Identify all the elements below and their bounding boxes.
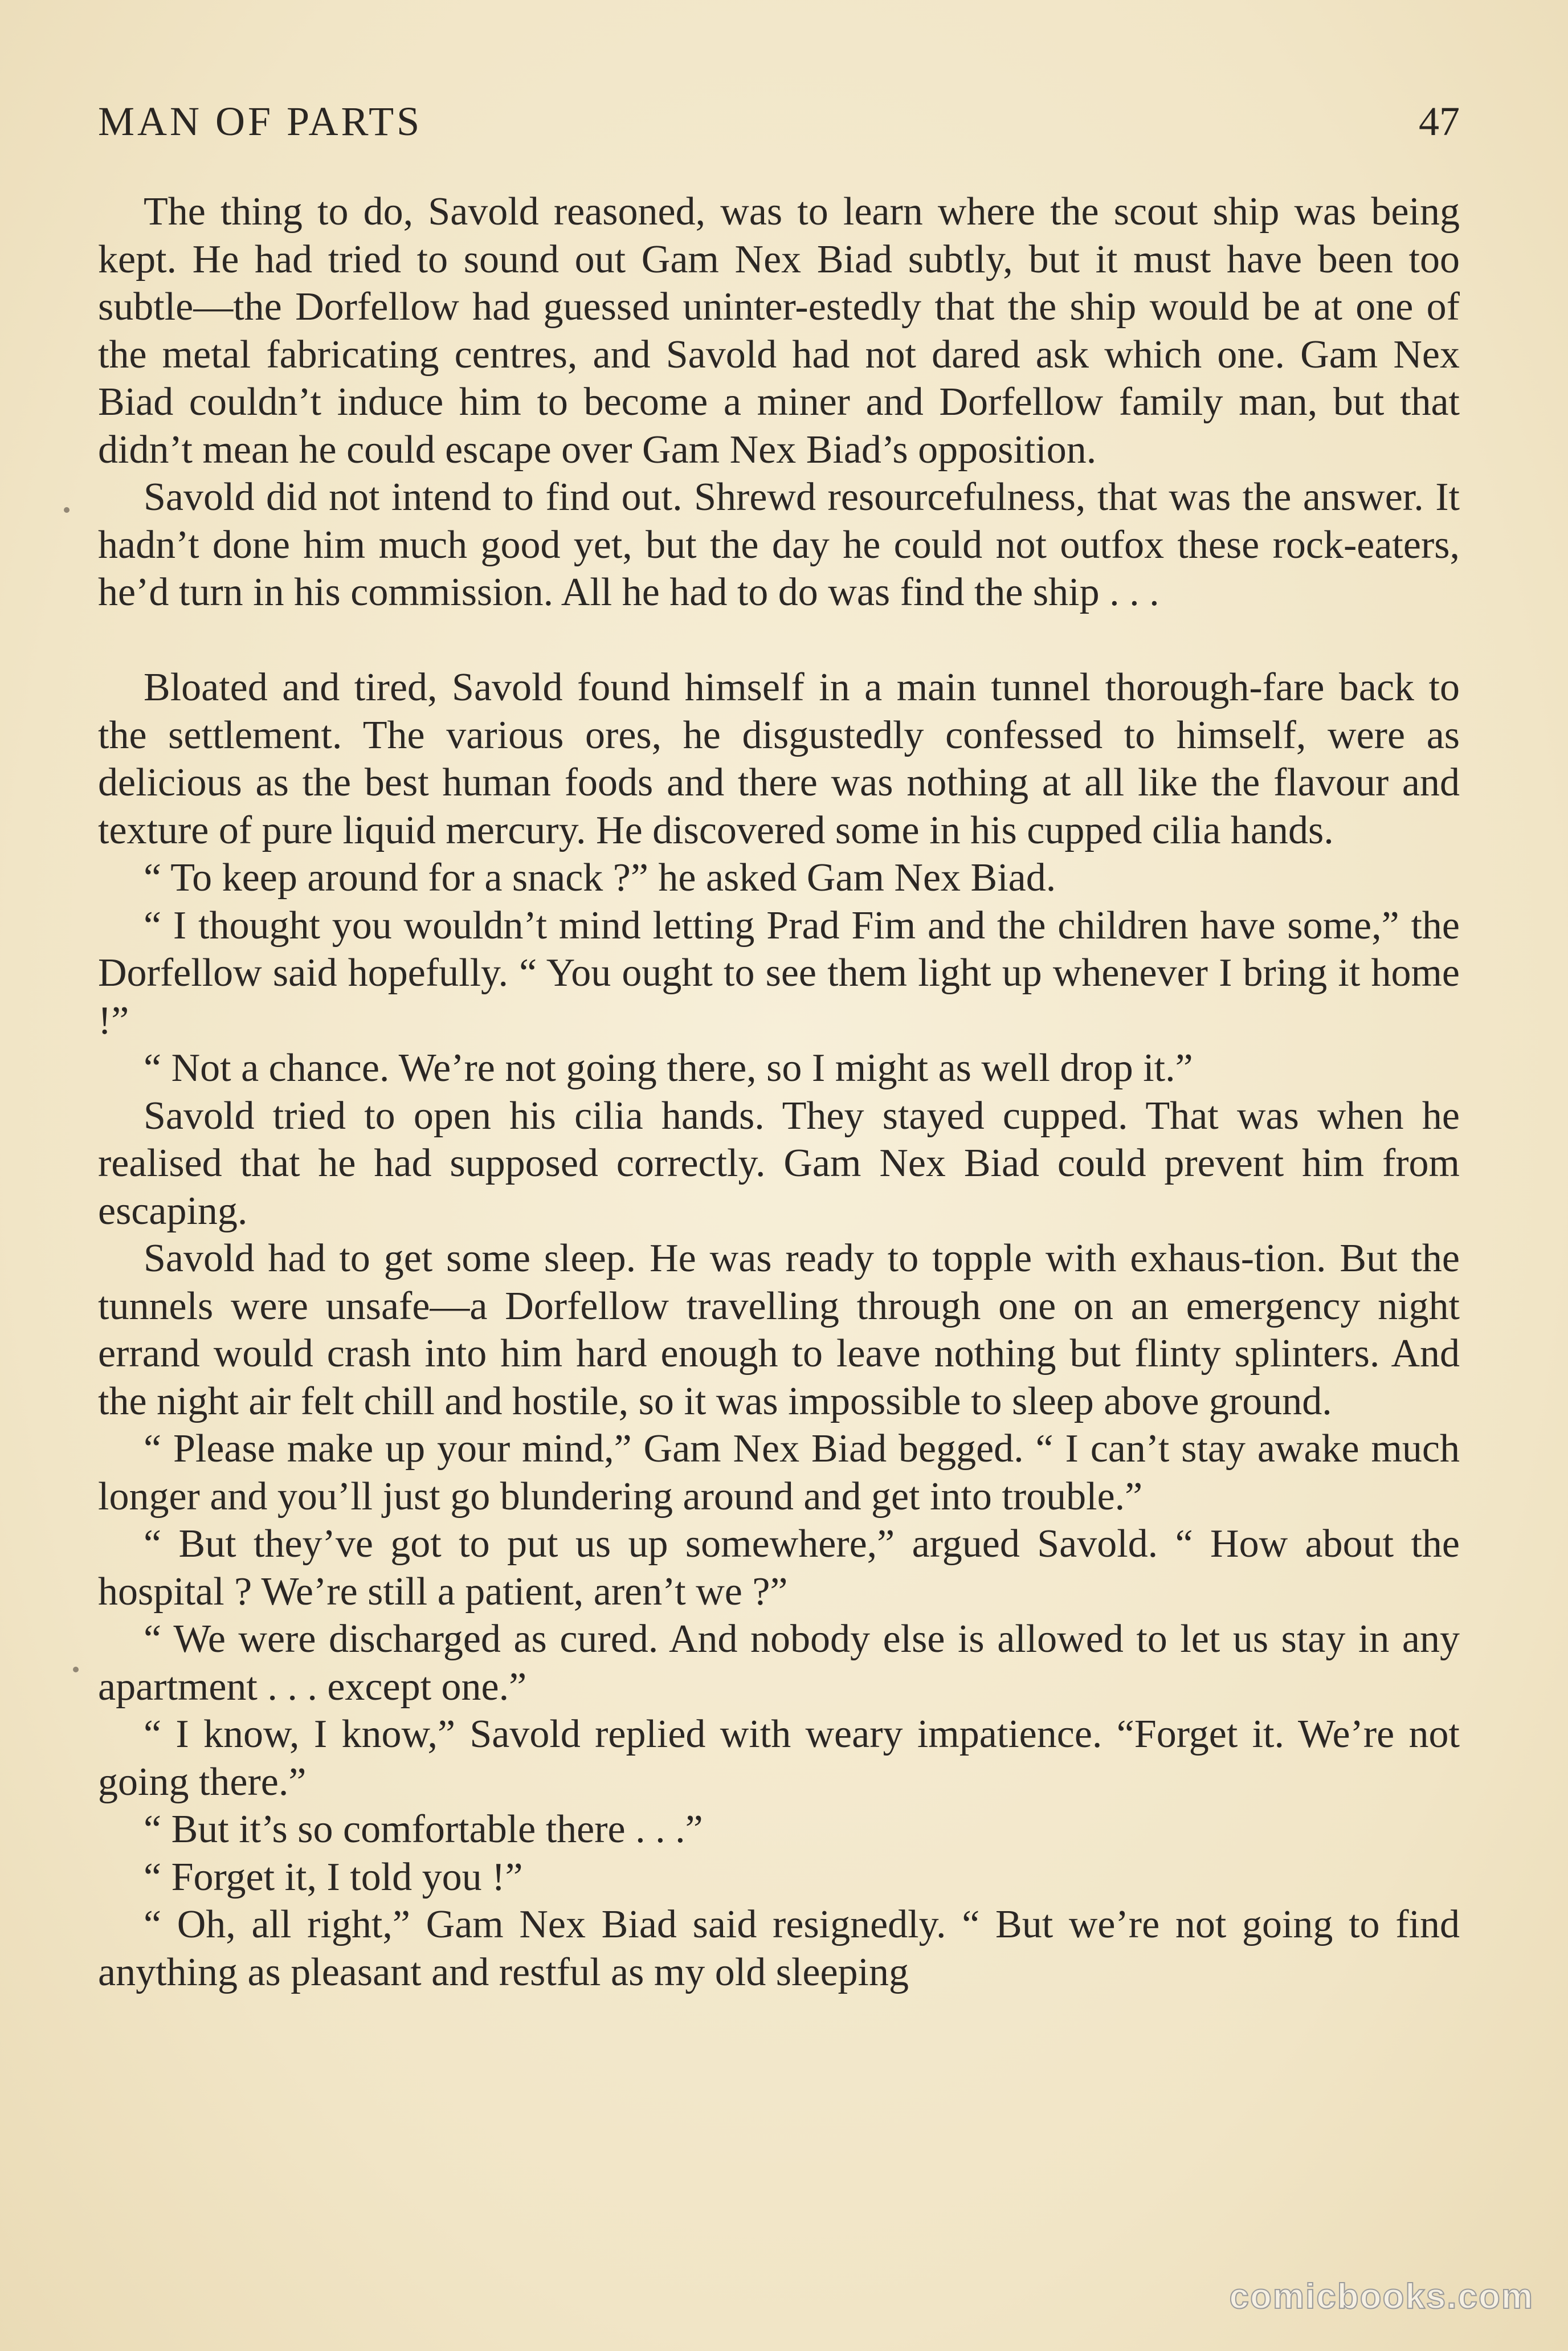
watermark-logo: comicbooks.com [1229,2277,1534,2316]
page-number: 47 [1419,99,1460,144]
paragraph: “ Not a chance. We’re not going there, so I might as well drop it.” [144,1046,1193,1090]
paper-speck [73,1667,79,1672]
paragraph: The thing to do, Savold reasoned, was to learn where the scout ship was being kept. He had tried to sound out Gam Nex Biad subtly, but it must have been too subtle—the Dorfellow had guessed uninter-estedly that the ship would be at one of the metal fabricating centres, and Savold had not dared ask which one. Gam Nex Biad couldn’t induce him to become a miner and Dorfellow family man, but that didn’t mean he could escape over Gam Nex Biad’s opposition. [98,190,1460,472]
page-header [98,98,1460,149]
paragraph: Savold did not intend to find out. Shrewd resourcefulness, that was the answer. It hadn’t done him much good yet, but the day he could not outfox these rock-eaters, he’d turn in his commission. All he had to do was find the ship . . . [98,475,1460,614]
section-break [98,617,1460,664]
paragraph: “ I thought you wouldn’t mind letting Prad Fim and the children have some,” the Dorfellow said hopefully. “ You ought to see them light up whenever I bring it home !” [98,903,1460,1043]
paragraph: “ But they’ve got to put us up somewhere,” argued Savold. “ How about the hospital ? We’re still a patient, aren’t we ?” [98,1522,1460,1614]
paragraph: “ I know, I know,” Savold replied with weary impatience. “Forget it. We’re not going there.” [98,1712,1460,1804]
paragraph: Bloated and tired, Savold found himself in a main tunnel thorough-fare back to the settlement. The various ores, he disgustedly confessed to himself, were as delicious as the best human foods and there was nothing at all like the flavour and texture of pure liquid mercury. He discovered some in his cupped cilia hands. [98,666,1460,852]
paragraph: Savold tried to open his cilia hands. They stayed cupped. That was when he realised that he had supposed correctly. Gam Nex Biad could prevent him from escaping. [98,1093,1460,1233]
paragraph: “ Oh, all right,” Gam Nex Biad said resignedly. “ But we’re not going to find anything as pleasant and restful as my old sleeping [98,1903,1460,1994]
paper-speck [64,507,70,513]
paragraph: “ But it’s so comfortable there . . .” [144,1807,703,1851]
paragraph: Savold had to get some sleep. He was ready to topple with exhaus-tion. But the tunnels were unsafe—a Dorfellow travelling through one on an emergency night errand would crash into him hard enough to leave nothing but flinty splinters. And the night air felt chill and hostile, so it was impossible to sleep above ground. [98,1236,1460,1423]
body-text [98,188,1460,1996]
paragraph: “ We were discharged as cured. And nobody else is allowed to let us stay in any apartment . . . except one.” [98,1617,1460,1709]
paragraph: “ Please make up your mind,” Gam Nex Biad begged. “ I can’t stay awake much longer and you’ll just go blundering around and get into trouble.” [98,1427,1460,1519]
paragraph: “ Forget it, I told you !” [144,1855,523,1899]
running-head: MAN OF PARTS [98,99,423,144]
paragraph: “ To keep around for a snack ?” he asked Gam Nex Biad. [144,856,1056,900]
